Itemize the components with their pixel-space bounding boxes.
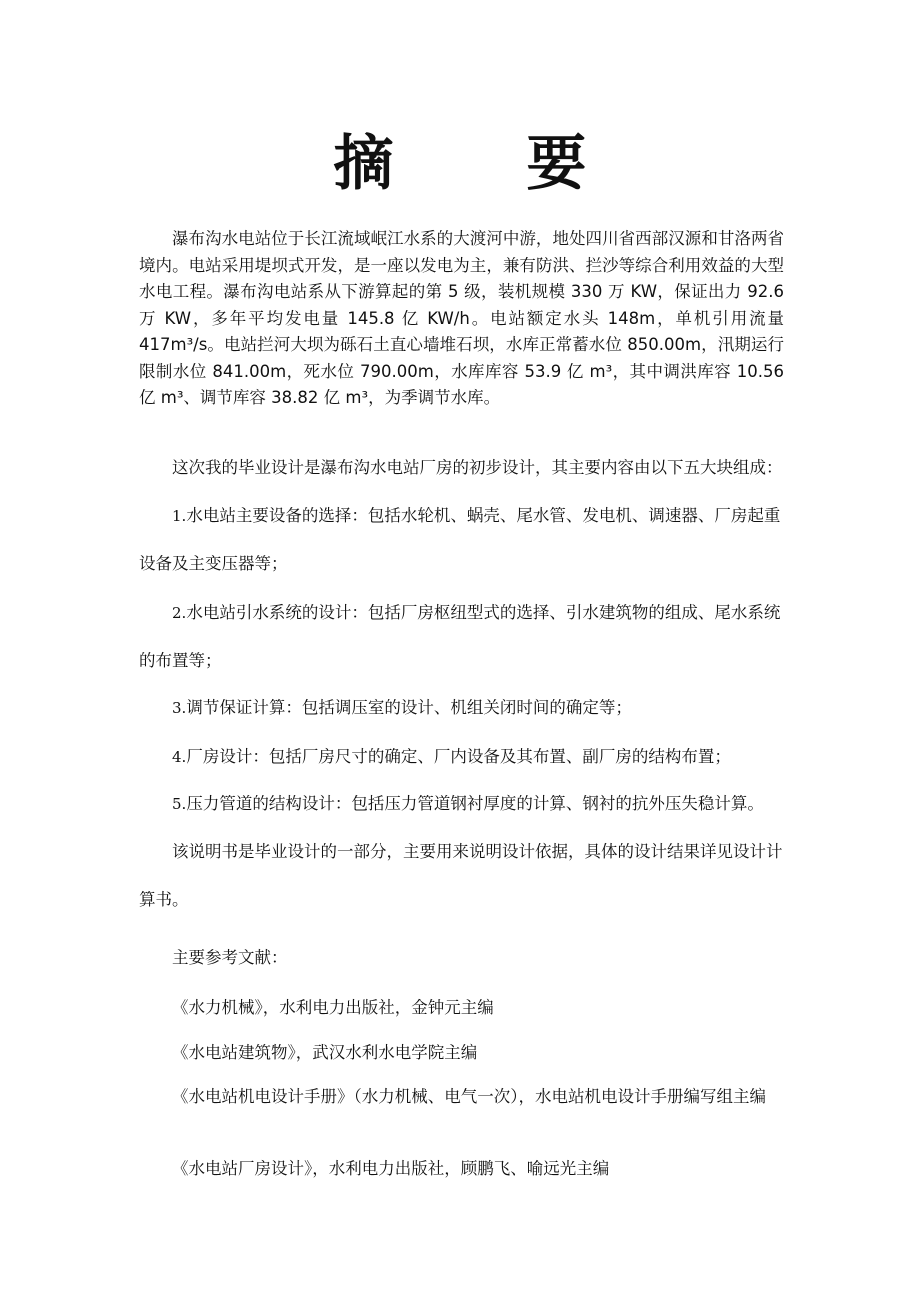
reference-item: 《水电站机电设计手册》（水力机械、电气一次），水电站机电设计手册编写组主编 bbox=[172, 1087, 766, 1106]
reference-item: 《水电站厂房设计》，水利电力出版社，顾鹏飞、喻远光主编 bbox=[172, 1159, 610, 1178]
item-text: 调节保证计算：包括调压室的设计、机组关闭时间的确定等； bbox=[186, 698, 632, 717]
content-item-3 bbox=[139, 684, 784, 732]
content-item-2 bbox=[139, 589, 784, 685]
abstract-paragraph: 瀑布沟水电站位于长江流域岷江水系的大渡河中游，地处四川省西部汉源和甘洛两省境内。电站采用堤坝式开发，是一座以发电为主，兼有防洪、拦沙等综合利用效益的大型水电工程。瀑布沟电站系从下游算起的第 5 级，装机规模 330 万 KW，保证出力 92.6 万 KW，多年平均发电量 145.8 亿 KW/h。电站额定水头 148m，单机引用流量 417m³/s。电站拦河大坝为砾石土直心墙堆石坝，水库正常蓄水位 850.00m，汛期运行限制水位 841.00m，死水位 790.00m，水库库容 53.9 亿 m³，其中调洪库容 10.56 亿 m³、调节库容 38.82 亿 m³，为季调节水库。 bbox=[139, 229, 784, 407]
reference-item: 《水电站建筑物》，武汉水利水电学院主编 bbox=[172, 1043, 478, 1062]
item-text: 压力管道的结构设计：包括压力管道钢衬厚度的计算、钢衬的抗外压失稳计算。 bbox=[186, 794, 764, 813]
item-text: 厂房设计：包括厂房尺寸的确定、厂内设备及其布置、副厂房的结构布置； bbox=[186, 747, 731, 766]
item-number: 4. bbox=[172, 748, 187, 766]
content-item-4 bbox=[139, 733, 784, 781]
item-number: 1. bbox=[172, 507, 187, 525]
references-heading: 主要参考文献： bbox=[172, 948, 288, 967]
item-text: 水电站主要设备的选择：包括水轮机、蜗壳、尾水管、发电机、调速器、厂房起重设备及主变压器等； bbox=[139, 506, 781, 573]
note-paragraph: 该说明书是毕业设计的一部分，主要用来说明设计依据，具体的设计结果详见设计计算书。 bbox=[139, 842, 783, 909]
intro-paragraph: 这次我的毕业设计是瀑布沟水电站厂房的初步设计，其主要内容由以下五大块组成： bbox=[172, 458, 783, 477]
reference-item: 《水力机械》，水利电力出版社，金钟元主编 bbox=[172, 998, 494, 1017]
content-item-5 bbox=[139, 780, 784, 828]
item-text: 水电站引水系统的设计：包括厂房枢纽型式的选择、引水建筑物的组成、尾水系统的布置等； bbox=[139, 603, 781, 670]
page-title: 摘 要 bbox=[333, 129, 643, 199]
item-number: 2. bbox=[172, 604, 187, 622]
content-item-1 bbox=[139, 492, 784, 588]
item-number: 3. bbox=[172, 699, 187, 717]
item-number: 5. bbox=[172, 795, 187, 813]
